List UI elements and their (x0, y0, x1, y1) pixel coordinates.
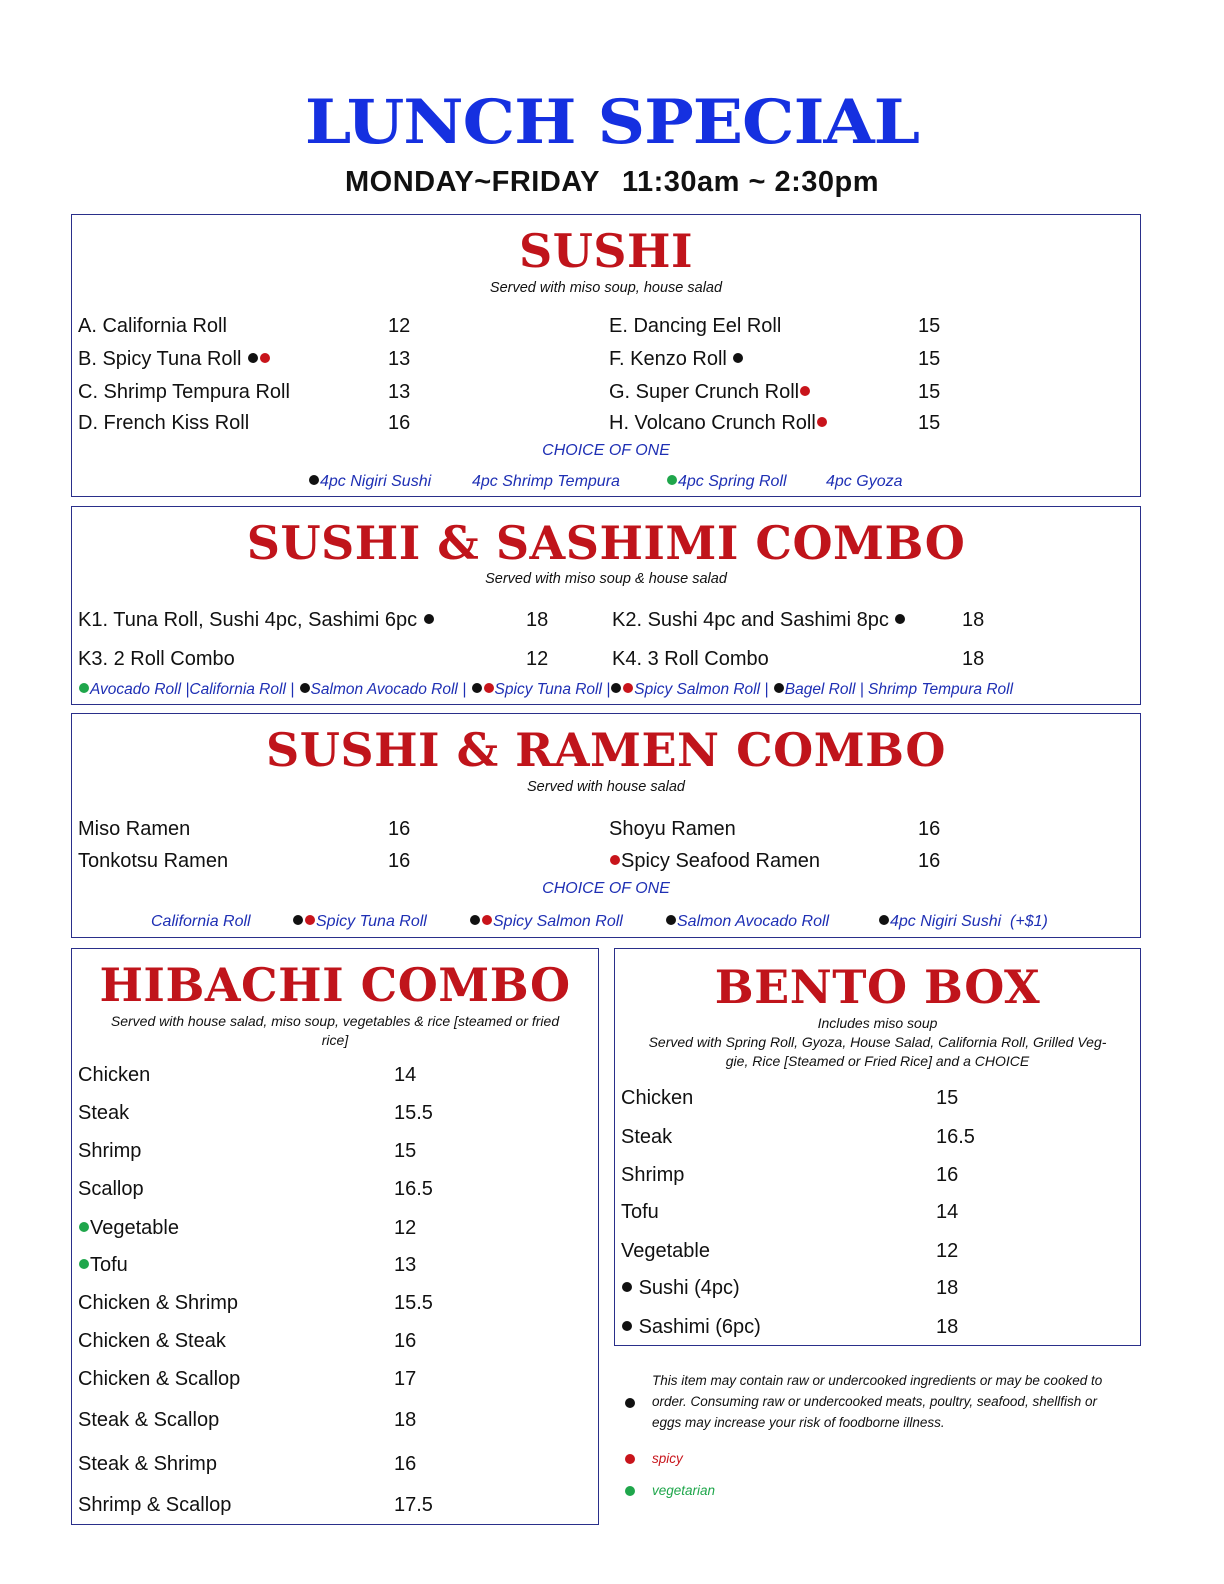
choice-heading: CHOICE OF ONE (542, 880, 670, 897)
menu-item: K2. Sushi 4pc and Sashimi 8pc (612, 609, 906, 632)
hibachi-title: HIBACHI COMBO (99, 958, 571, 1012)
menu-item: Tofu (621, 1201, 659, 1223)
item-price: 18 (962, 648, 985, 670)
item-price: 15.5 (394, 1102, 433, 1124)
menu-item: Chicken & Scallop (78, 1368, 241, 1390)
raw-dot-icon (309, 475, 319, 485)
spicy-dot-icon (305, 915, 315, 925)
menu-item: G. Super Crunch Roll (609, 381, 811, 404)
item-price: 16 (936, 1164, 959, 1186)
item-price: 18 (394, 1409, 417, 1431)
choice-item: 4pc Nigiri Sushi (+$1) (878, 913, 1048, 931)
menu-item: Tofu (78, 1254, 128, 1277)
menu-item: Steak (621, 1126, 673, 1148)
menu-item: Chicken (621, 1087, 694, 1109)
item-price: 16.5 (394, 1178, 433, 1200)
item-price: 16 (918, 818, 941, 840)
spicy-dot-icon (625, 1454, 635, 1464)
menu-item: Steak & Shrimp (78, 1453, 217, 1475)
menu-item: Steak & Scallop (78, 1409, 220, 1431)
vegetarian-dot-icon (667, 475, 677, 485)
sashimi-combo-title: SUSHI & SASHIMI COMBO (246, 516, 966, 570)
menu-item: Sushi (4pc) (621, 1277, 740, 1300)
roll-options: Avocado Roll |California Roll | Salmon Avocado Roll | Spicy Tuna Roll | Spicy Salmon Roll | Bagel Roll | Shrimp Tempura Roll (78, 681, 1013, 699)
bento-subtitle: Includes miso soup Served with Spring Roll, Gyoza, House Salad, California Roll, Grilled Veg- gie, Rice [Steamed or Fried Rice] and a CHOICE (648, 1015, 1107, 1069)
menu-item: Shrimp (78, 1140, 142, 1162)
vegetarian-dot-icon (79, 1259, 89, 1269)
menu-item: Shrimp & Scallop (78, 1494, 232, 1516)
item-price: 12 (526, 648, 549, 670)
sashimi-combo-section (71, 506, 1141, 705)
sashimi-combo-subtitle: Served with miso soup & house salad (485, 571, 727, 587)
item-price: 16 (388, 412, 411, 434)
vegetarian-dot-icon (79, 683, 89, 693)
choice-item: 4pc Shrimp Tempura (472, 473, 620, 490)
choice-item: 4pc Gyoza (826, 473, 903, 490)
item-price: 16 (388, 850, 411, 872)
menu-item: Scallop (78, 1178, 144, 1200)
item-price: 17.5 (394, 1494, 433, 1516)
vegetarian-dot-icon (79, 1222, 89, 1232)
hibachi-subtitle: Served with house salad, miso soup, vegetables & rice [steamed or fried rice] (110, 1013, 560, 1048)
item-price: 18 (936, 1277, 959, 1299)
ramen-combo-subtitle: Served with house salad (527, 779, 685, 795)
page-title: LUNCH SPECIAL (304, 86, 920, 158)
choice-item: Salmon Avocado Roll (665, 913, 829, 931)
item-price: 15.5 (394, 1292, 433, 1314)
menu-item: H. Volcano Crunch Roll (609, 412, 828, 435)
sushi-subtitle: Served with miso soup, house salad (489, 280, 723, 296)
choice-item: 4pc Nigiri Sushi (308, 473, 431, 491)
hours-line (0, 166, 1224, 199)
menu-item: A. California Roll (78, 315, 227, 337)
item-price: 13 (388, 348, 411, 370)
menu-item: E. Dancing Eel Roll (609, 315, 782, 337)
menu-item: K3. 2 Roll Combo (78, 648, 235, 670)
choice-item: Spicy Salmon Roll (469, 913, 623, 931)
choice-heading: CHOICE OF ONE (542, 442, 670, 459)
spicy-dot-icon (484, 683, 494, 693)
sushi-title: SUSHI (518, 224, 694, 278)
item-price: 16 (394, 1453, 417, 1475)
menu-item: Miso Ramen (78, 818, 191, 840)
raw-dot-icon (879, 915, 889, 925)
days-text: MONDAY~FRIDAY (344, 166, 600, 198)
raw-dot-icon (248, 353, 258, 363)
menu-item: Steak (78, 1102, 130, 1124)
item-price: 15 (918, 381, 941, 403)
raw-food-warning: This item may contain raw or undercooked ingredients or may be cooked to order. Consuming raw or undercooked meats, poultry, seafood, shellfish or eggs may increase your risk of foodborne illness. (652, 1373, 1103, 1430)
choice-item: 4pc Spring Roll (666, 473, 787, 491)
item-price: 16.5 (936, 1126, 975, 1148)
item-price: 17 (394, 1368, 417, 1390)
item-price: 18 (962, 609, 985, 631)
menu-item: F. Kenzo Roll (609, 348, 744, 371)
item-price: 14 (394, 1064, 417, 1086)
item-price: 18 (936, 1316, 959, 1338)
hibachi-section (71, 948, 599, 1525)
menu-item: Tonkotsu Ramen (78, 850, 229, 872)
time-text: 11:30am ~ 2:30pm (621, 166, 880, 198)
menu-item: C. Shrimp Tempura Roll (78, 381, 290, 403)
vegetarian-dot-icon (625, 1486, 635, 1496)
item-price: 16 (394, 1330, 417, 1352)
spicy-legend-label: spicy (652, 1451, 683, 1466)
menu-item: Shrimp (621, 1164, 685, 1186)
vegetarian-legend-label: vegetarian (652, 1483, 716, 1498)
spicy-dot-icon (482, 915, 492, 925)
menu-item: Chicken & Shrimp (78, 1292, 239, 1314)
menu-item: Chicken (78, 1064, 151, 1086)
sushi-section (71, 214, 1141, 497)
menu-item: Chicken & Steak (78, 1330, 226, 1352)
item-price: 12 (388, 315, 411, 337)
raw-dot-icon (774, 683, 784, 693)
bento-title: BENTO BOX (714, 960, 1041, 1014)
item-price: 18 (526, 609, 549, 631)
menu-item: Vegetable (78, 1217, 179, 1240)
raw-dot-icon (424, 614, 434, 624)
item-price: 16 (918, 850, 941, 872)
raw-dot-icon (895, 614, 905, 624)
menu-item: K1. Tuna Roll, Sushi 4pc, Sashimi 6pc (78, 609, 435, 632)
ramen-combo-title: SUSHI & RAMEN COMBO (266, 723, 946, 777)
item-price: 14 (936, 1201, 959, 1223)
item-price: 15 (394, 1140, 417, 1162)
menu-item: D. French Kiss Roll (78, 412, 250, 434)
item-price: 15 (918, 348, 941, 370)
ramen-combo-section (71, 713, 1141, 938)
raw-dot-icon (666, 915, 676, 925)
bento-section (614, 948, 1141, 1346)
spicy-dot-icon (817, 417, 827, 427)
spicy-dot-icon (610, 855, 620, 865)
raw-dot-icon (622, 1282, 632, 1292)
raw-dot-icon (472, 683, 482, 693)
menu-item: Sashimi (6pc) (621, 1316, 761, 1339)
item-price: 13 (394, 1254, 417, 1276)
item-price: 16 (388, 818, 411, 840)
raw-dot-icon (733, 353, 743, 363)
choice-item: Spicy Tuna Roll (292, 913, 427, 931)
item-price: 12 (936, 1240, 959, 1262)
choice-item: California Roll (151, 913, 251, 930)
menu-item: Spicy Seafood Ramen (609, 850, 820, 873)
raw-dot-icon (611, 683, 621, 693)
spicy-dot-icon (623, 683, 633, 693)
menu-item: Vegetable (621, 1240, 710, 1262)
raw-dot-icon (470, 915, 480, 925)
item-price: 13 (388, 381, 411, 403)
raw-dot-icon (625, 1398, 635, 1408)
item-price: 15 (918, 315, 941, 337)
item-price: 12 (394, 1217, 417, 1239)
raw-dot-icon (293, 915, 303, 925)
spicy-dot-icon (260, 353, 270, 363)
spicy-dot-icon (800, 386, 810, 396)
raw-dot-icon (300, 683, 310, 693)
raw-dot-icon (622, 1321, 632, 1331)
menu-item: Shoyu Ramen (609, 818, 736, 840)
menu-item: K4. 3 Roll Combo (612, 648, 769, 670)
menu-item: B. Spicy Tuna Roll (78, 348, 271, 371)
item-price: 15 (936, 1087, 959, 1109)
item-price: 15 (918, 412, 941, 434)
